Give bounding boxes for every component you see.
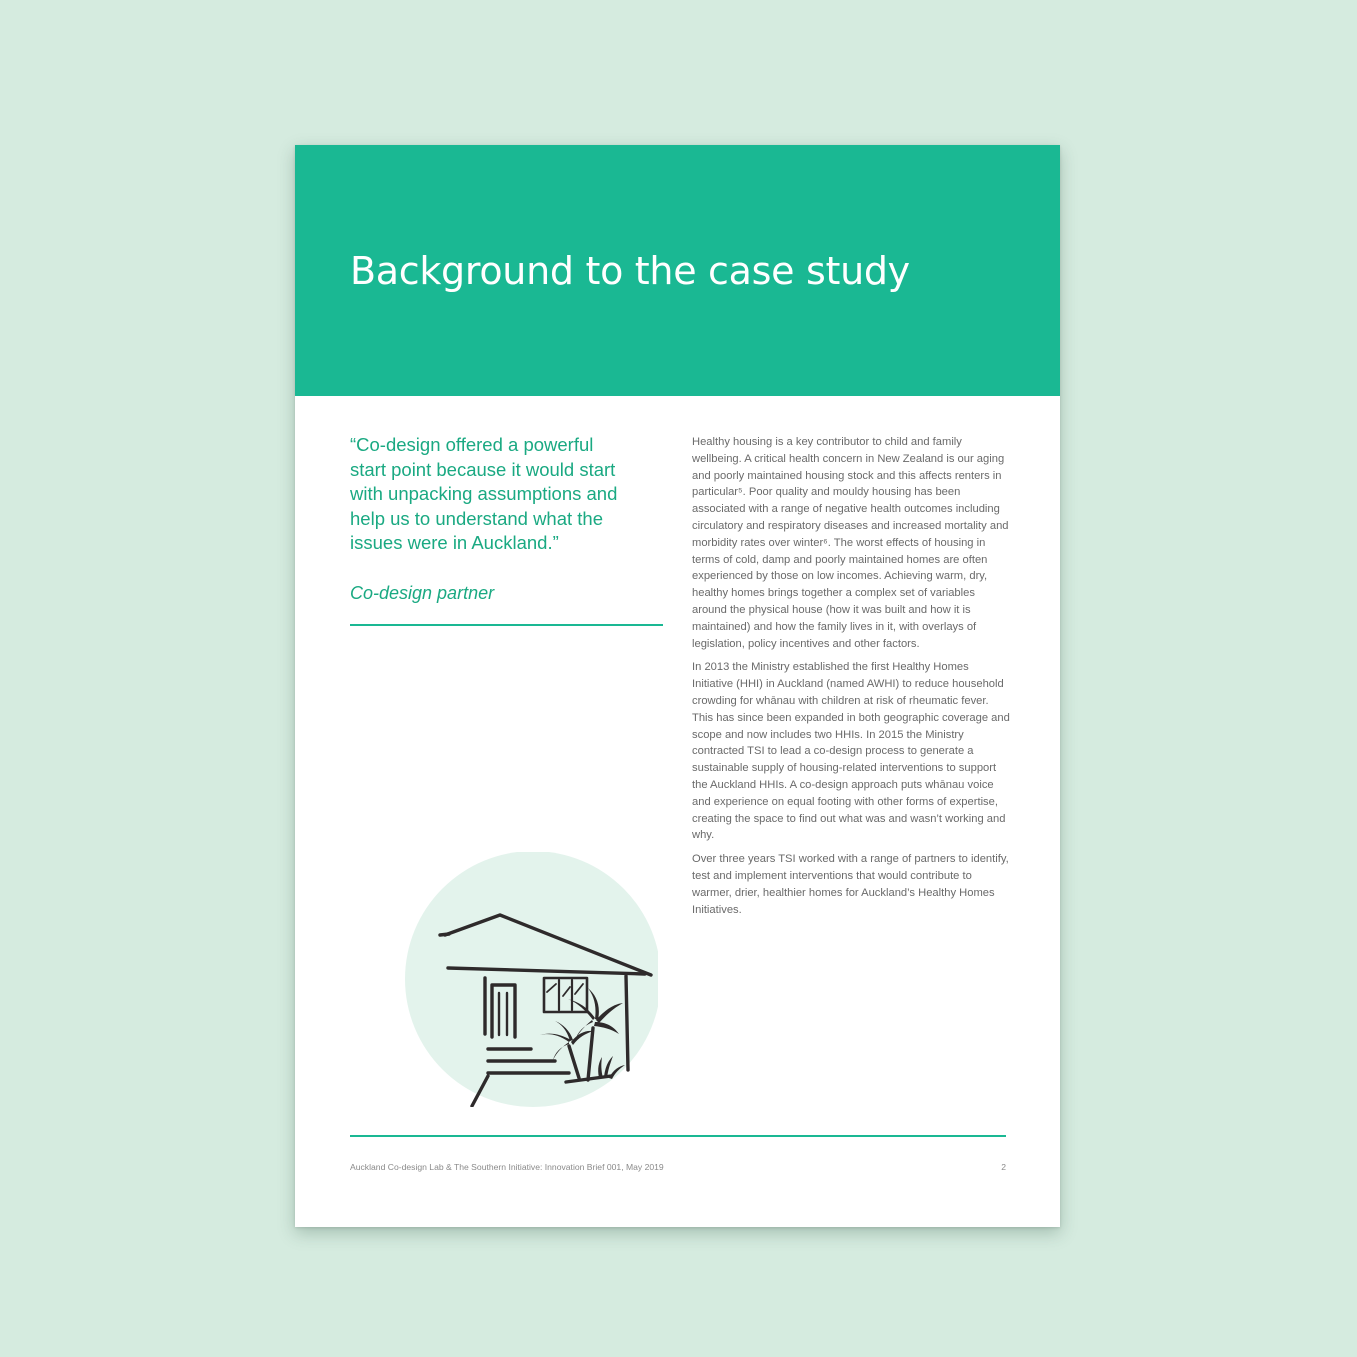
page-title: Background to the case study	[350, 249, 910, 293]
header-band	[295, 145, 1060, 396]
pull-quote: “Co-design offered a powerful start point because it would start with unpacking assumptions and help us to understand what the issues were in Auckland.”	[350, 434, 618, 553]
footer-citation: Auckland Co-design Lab & The Southern Initiative: Innovation Brief 001, May 2019	[350, 1162, 664, 1172]
page-number: 2	[1001, 1162, 1006, 1172]
background-circle	[405, 852, 658, 1107]
quote-divider	[350, 624, 663, 626]
house-sketch-icon	[383, 852, 658, 1107]
body-paragraph-2: In 2013 the Ministry established the first Healthy Homes Initiative (HHI) in Auckland (named AWHI) to reduce household crowding for whānau with children at risk of rheumatic fever. This has since been expanded in both geographic coverage and scope and now includes two HHIs. In 2015 the Ministry contracted TSI to lead a co-design process to generate a sustainable supply of housing-related interventions to support the Auckland HHIs. A co-design approach puts whānau voice and experience on equal footing with other forms of expertise, creating the space to find out what was and wasn’t working and why.	[692, 661, 1010, 842]
quote-attribution: Co-design partner	[350, 583, 495, 603]
right-wall	[626, 976, 628, 1070]
footer-divider	[350, 1135, 1006, 1137]
roof-eave-left	[440, 934, 449, 935]
body-text-column	[692, 434, 1010, 925]
body-paragraph-3: Over three years TSI worked with a range of partners to identify, test and implement interventions that would contribute to warmer, drier, healthier homes for Auckland’s Healthy Homes Initiatives.	[692, 853, 1009, 916]
body-paragraph-1: Healthy housing is a key contributor to child and family wellbeing. A critical health concern in New Zealand is our aging and poorly maintained housing stock and this affects renters in particular⁵. Poor quality and mouldy housing has been associated with a range of negative health outcomes including circulatory and respiratory diseases and increased mortality and morbidity rates over winter⁶. The worst effects of housing in terms of cold, damp and poorly maintained homes are often experienced by those on low incomes. Achieving warm, dry, healthy homes brings together a complex set of variables around the physical house (how it was built and how it is maintained) and how the family lives in it, with overlays of legislation, policy incentives and other factors.	[692, 436, 1009, 650]
document-page	[295, 145, 1060, 1227]
